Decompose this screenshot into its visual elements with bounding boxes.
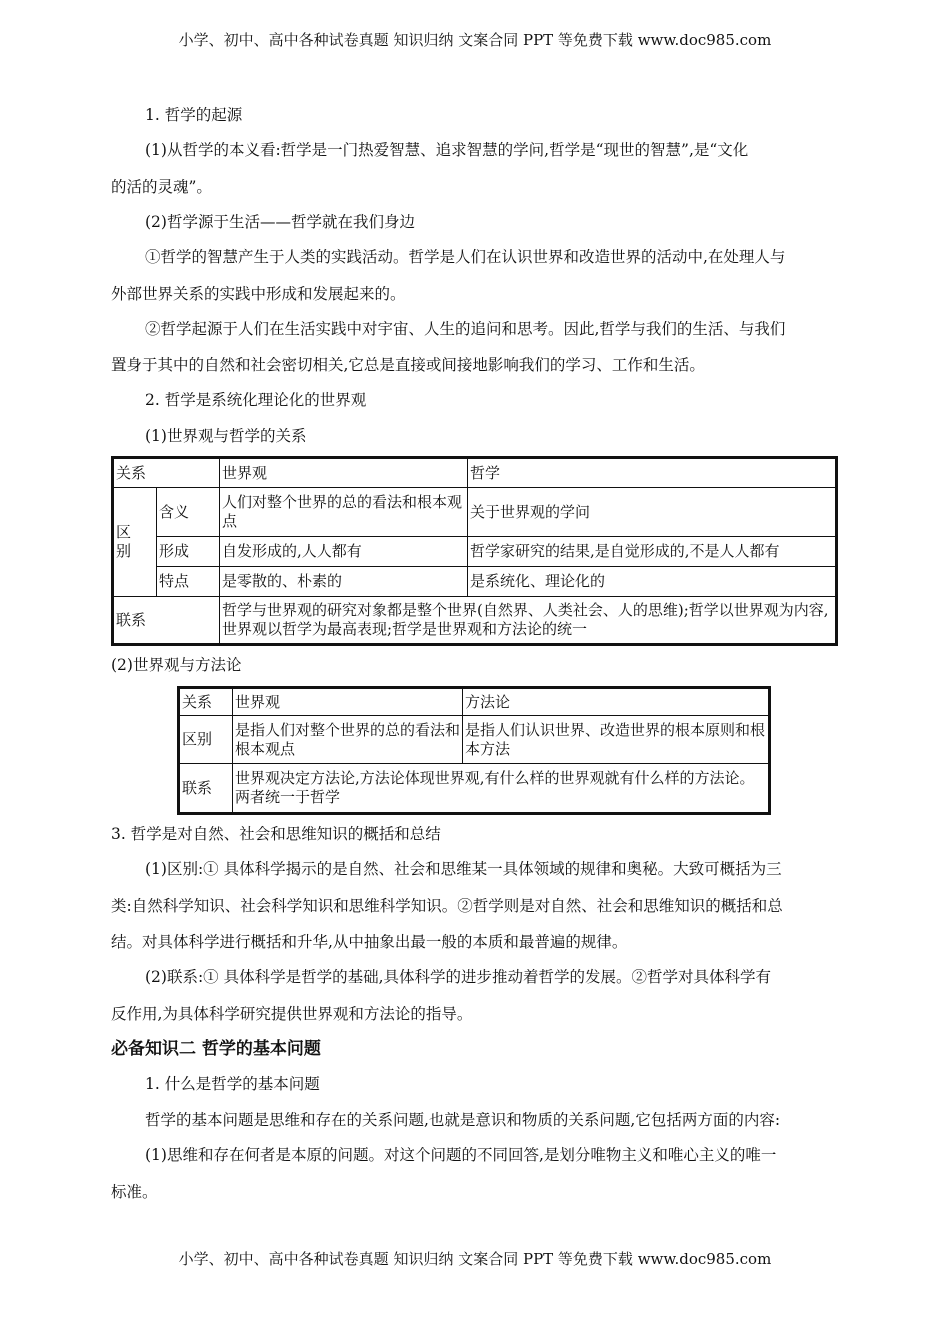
row-label: 联系 xyxy=(113,597,220,645)
table-cell: 是零散的、朴素的 xyxy=(220,567,468,597)
paragraph-line: (1)思维和存在何者是本原的问题。对这个问题的不同回答,是划分唯物主义和唯心主义的唯一 xyxy=(145,1146,777,1164)
table-cell: 哲学家研究的结果,是自觉形成的,不是人人都有 xyxy=(468,537,837,567)
section-heading: 1. 什么是哲学的基本问题 xyxy=(145,1075,320,1093)
section-heading: 3. 哲学是对自然、社会和思维知识的概括和总结 xyxy=(111,825,441,843)
table-cell: 自发形成的,人人都有 xyxy=(220,537,468,567)
paragraph-line: ②哲学起源于人们在生活实践中对宇宙、人生的追问和思考。因此,哲学与我们的生活、与我们 xyxy=(145,320,786,338)
worldview-methodology-table xyxy=(177,686,771,815)
table-cell: 世界观决定方法论,方法论体现世界观,有什么样的世界观就有什么样的方法论。两者统一于哲学 xyxy=(233,764,770,814)
paragraph-line: 置身于其中的自然和社会密切相关,它总是直接或间接地影响我们的学习、工作和生活。 xyxy=(111,356,705,374)
paragraph-line: 哲学的基本问题是思维和存在的关系问题,也就是意识和物质的关系问题,它包括两方面的内容: xyxy=(145,1111,781,1129)
header-cell: 世界观 xyxy=(220,458,468,488)
table-cell: 是指人们对整个世界的总的看法和根本观点 xyxy=(233,716,463,764)
header-cell: 关系 xyxy=(113,458,220,488)
worldview-philosophy-table xyxy=(111,456,838,646)
section-heading: 1. 哲学的起源 xyxy=(145,106,243,124)
paragraph-line: ①哲学的智慧产生于人类的实践活动。哲学是人们在认识世界和改造世界的活动中,在处理人与 xyxy=(145,248,786,266)
header-cell: 关系 xyxy=(179,688,233,716)
table-cell: 人们对整个世界的总的看法和根本观点 xyxy=(220,488,468,537)
row-label: 联系 xyxy=(179,764,233,814)
table-cell: 哲学与世界观的研究对象都是整个世界(自然界、人类社会、人的思维);哲学以世界观为内容,世界观以哲学为最高表现;哲学是世界观和方法论的统一 xyxy=(220,597,837,645)
paragraph-line: 类:自然科学知识、社会科学知识和思维科学知识。②哲学则是对自然、社会和思维知识的概括和总 xyxy=(111,897,783,915)
row-label: 形成 xyxy=(157,537,220,567)
row-label: 含义 xyxy=(157,488,220,537)
paragraph-line: 结。对具体科学进行概括和升华,从中抽象出最一般的本质和最普遍的规律。 xyxy=(111,933,628,951)
page-header: 小学、初中、高中各种试卷真题 知识归纳 文案合同 PPT 等免费下载 www.doc985.com xyxy=(178,31,772,49)
header-cell: 世界观 xyxy=(233,688,463,716)
subheading: (1)世界观与哲学的关系 xyxy=(145,427,307,445)
paragraph-line: 的活的灵魂”。 xyxy=(111,178,212,196)
chapter-heading: 必备知识二 哲学的基本问题 xyxy=(111,1039,321,1059)
paragraph-line: (1)从哲学的本义看:哲学是一门热爱智慧、追求智慧的学问,哲学是“现世的智慧”,是“文化 xyxy=(145,141,749,159)
paragraph-line: (2)联系:① 具体科学是哲学的基础,具体科学的进步推动着哲学的发展。②哲学对具体科学有 xyxy=(145,968,772,986)
row-label: 特点 xyxy=(157,567,220,597)
paragraph-line: 标准。 xyxy=(111,1183,158,1201)
header-cell: 哲学 xyxy=(468,458,837,488)
row-label: 区别 xyxy=(179,716,233,764)
row-group-label: 区 别 xyxy=(113,488,157,597)
table-cell: 是指人们认识世界、改造世界的根本原则和根本方法 xyxy=(463,716,770,764)
paragraph-line: (2)哲学源于生活——哲学就在我们身边 xyxy=(145,213,415,231)
paragraph-line: 外部世界关系的实践中形成和发展起来的。 xyxy=(111,285,406,303)
table-cell: 是系统化、理论化的 xyxy=(468,567,837,597)
page-footer: 小学、初中、高中各种试卷真题 知识归纳 文案合同 PPT 等免费下载 www.doc985.com xyxy=(178,1250,772,1268)
subheading: (2)世界观与方法论 xyxy=(111,656,242,674)
table-cell: 关于世界观的学问 xyxy=(468,488,837,537)
paragraph-line: (1)区别:① 具体科学揭示的是自然、社会和思维某一具体领域的规律和奥秘。大致可概括为三 xyxy=(145,860,782,878)
paragraph-line: 反作用,为具体科学研究提供世界观和方法论的指导。 xyxy=(111,1005,473,1023)
header-cell: 方法论 xyxy=(463,688,770,716)
section-heading: 2. 哲学是系统化理论化的世界观 xyxy=(145,391,367,409)
